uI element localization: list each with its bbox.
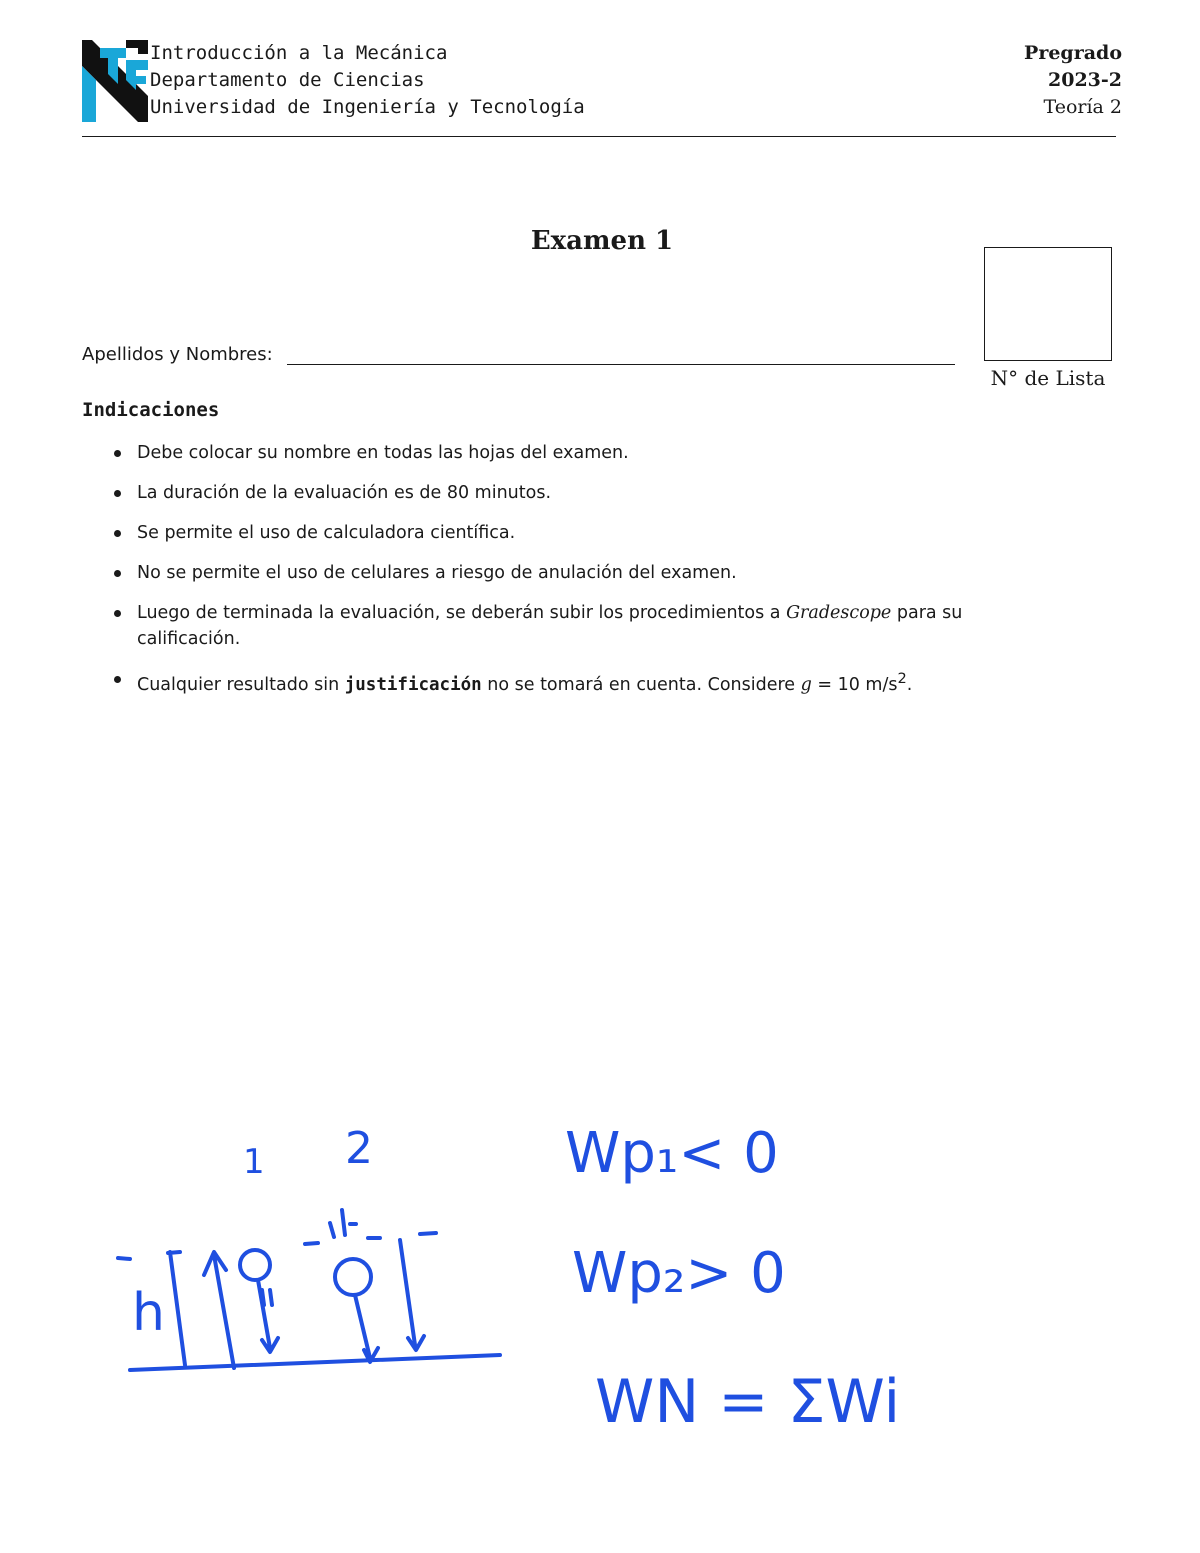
header-divider [82,136,1116,137]
header-institution [150,40,585,121]
instructions-heading: Indicaciones [82,399,220,421]
long-arrow [400,1240,424,1350]
handwritten-sketch [0,1100,1200,1460]
bullet-icon [114,570,121,577]
bullet-icon [114,610,121,617]
label-1: 1 [243,1142,265,1182]
exam-title: Examen 1 [530,226,674,256]
list-number-label: N° de Lista [990,366,1106,390]
equation-wp2: Wp₂> 0 [572,1241,786,1306]
bullet-icon [114,676,121,683]
list-number-box[interactable] [984,247,1112,361]
list-item: Se permite el uso de calculadora científica. [110,520,990,546]
up-arrow [204,1252,234,1368]
bullet-icon [114,490,121,497]
term-label: 2023-2 [1048,69,1122,91]
course-name: Introducción a la Mecánica [150,42,448,64]
list-item: Luego de terminada la evaluación, se deberán subir los procedimientos a Gradescope para su calificación. [110,600,990,652]
list-item: Cualquier resultado sin justificación no se tomará en cuenta. Considere g = 10 $m/s^2$. [110,666,990,698]
bullet-icon [114,530,121,537]
instructions-list [110,440,990,712]
department-name: Departamento de Ciencias [150,69,425,91]
equation-wp1: Wp₁< 0 [565,1121,779,1186]
university-name: Universidad de Ingeniería y Tecnología [150,96,585,118]
ball-1 [240,1250,270,1280]
label-2: 2 [345,1123,373,1174]
ball-2-arrow [355,1295,378,1362]
section-label: Teoría 2 [1043,96,1122,118]
label-h: h [132,1283,165,1343]
program-label: Pregrado [1024,42,1122,64]
equation-wn: WN = ΣWi [595,1367,901,1437]
name-field-line[interactable] [287,364,955,365]
list-item: Debe colocar su nombre en todas las hojas del examen. [110,440,990,466]
name-label: Apellidos y Nombres: [82,344,273,365]
bullet-icon [114,450,121,457]
list-item: No se permite el uso de celulares a riesgo de anulación del examen. [110,560,990,586]
ball-2 [335,1259,371,1295]
header-meta [1024,40,1122,121]
utec-logo [82,40,148,122]
list-item: La duración de la evaluación es de 80 minutos. [110,480,990,506]
